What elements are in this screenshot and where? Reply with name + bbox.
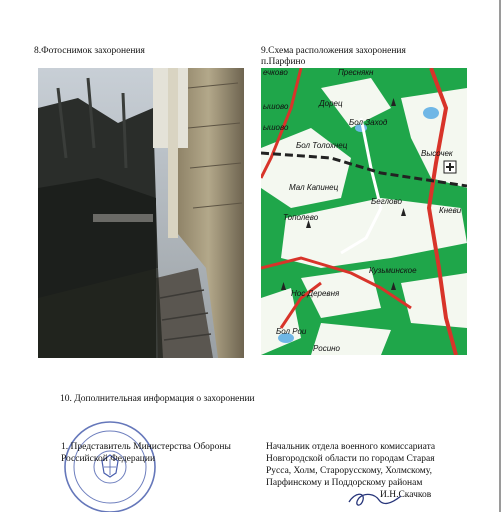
left-signatory-line2: Российской Федерации bbox=[61, 454, 156, 464]
map-label-presnyaki: Преснякн bbox=[338, 68, 374, 77]
map-label-bol-roi: Бол Рои bbox=[276, 327, 307, 336]
location-map bbox=[261, 68, 467, 355]
map-label-knevi: Кневи bbox=[439, 206, 462, 215]
photo-title: 8.Фотоснимок захоронения bbox=[34, 46, 145, 56]
map-label-bol-tolokhnets: Бол Толохнец bbox=[296, 141, 348, 150]
scheme-title-line2: п.Парфино bbox=[261, 57, 306, 67]
right-signatory-line3: Русса, Холм, Старорусскому, Холмскому, bbox=[266, 466, 432, 476]
left-signatory bbox=[61, 441, 231, 465]
map-label-dorets: Дорец bbox=[319, 99, 343, 108]
scheme-title-line1: 9.Схема расположения захоронения bbox=[261, 46, 406, 56]
map-label-vysochek: Высочек bbox=[421, 149, 453, 158]
map-label-beglovo: Беглово bbox=[371, 197, 402, 206]
map-label-rosino: Росино bbox=[313, 344, 340, 353]
right-signatory-line2: Новгородской области по городам Старая bbox=[266, 454, 435, 464]
right-signatory-line1: Начальник отдела военного комиссариата bbox=[266, 442, 436, 452]
map-label-mal-kapinets: Мал Капинец bbox=[289, 183, 339, 192]
map-label-yshovo2: ышово bbox=[263, 123, 289, 132]
map-label-yshovo1: ышово bbox=[263, 102, 289, 111]
map-label-topolevo: Тополево bbox=[283, 213, 319, 222]
right-signatory-line4: Парфинскому и Поддорскому районам bbox=[266, 478, 423, 488]
burial-photo bbox=[38, 68, 244, 358]
right-signatory-name: И.Н.Скачков bbox=[380, 490, 432, 500]
handwritten-signature bbox=[345, 488, 405, 510]
map-label-nos-derevnya: Нос Деревня bbox=[291, 289, 340, 298]
additional-info-heading: 10. Дополнительная информация о захоронении bbox=[60, 394, 255, 404]
map-label-echkovo: ечково bbox=[263, 68, 288, 77]
map-label-kuzminskoe: Кузьминское bbox=[369, 266, 417, 275]
left-signatory-line1: 1. Представитель Министерства Обороны bbox=[61, 442, 231, 452]
map-label-bol-zahod: Бол Заход bbox=[349, 118, 388, 127]
